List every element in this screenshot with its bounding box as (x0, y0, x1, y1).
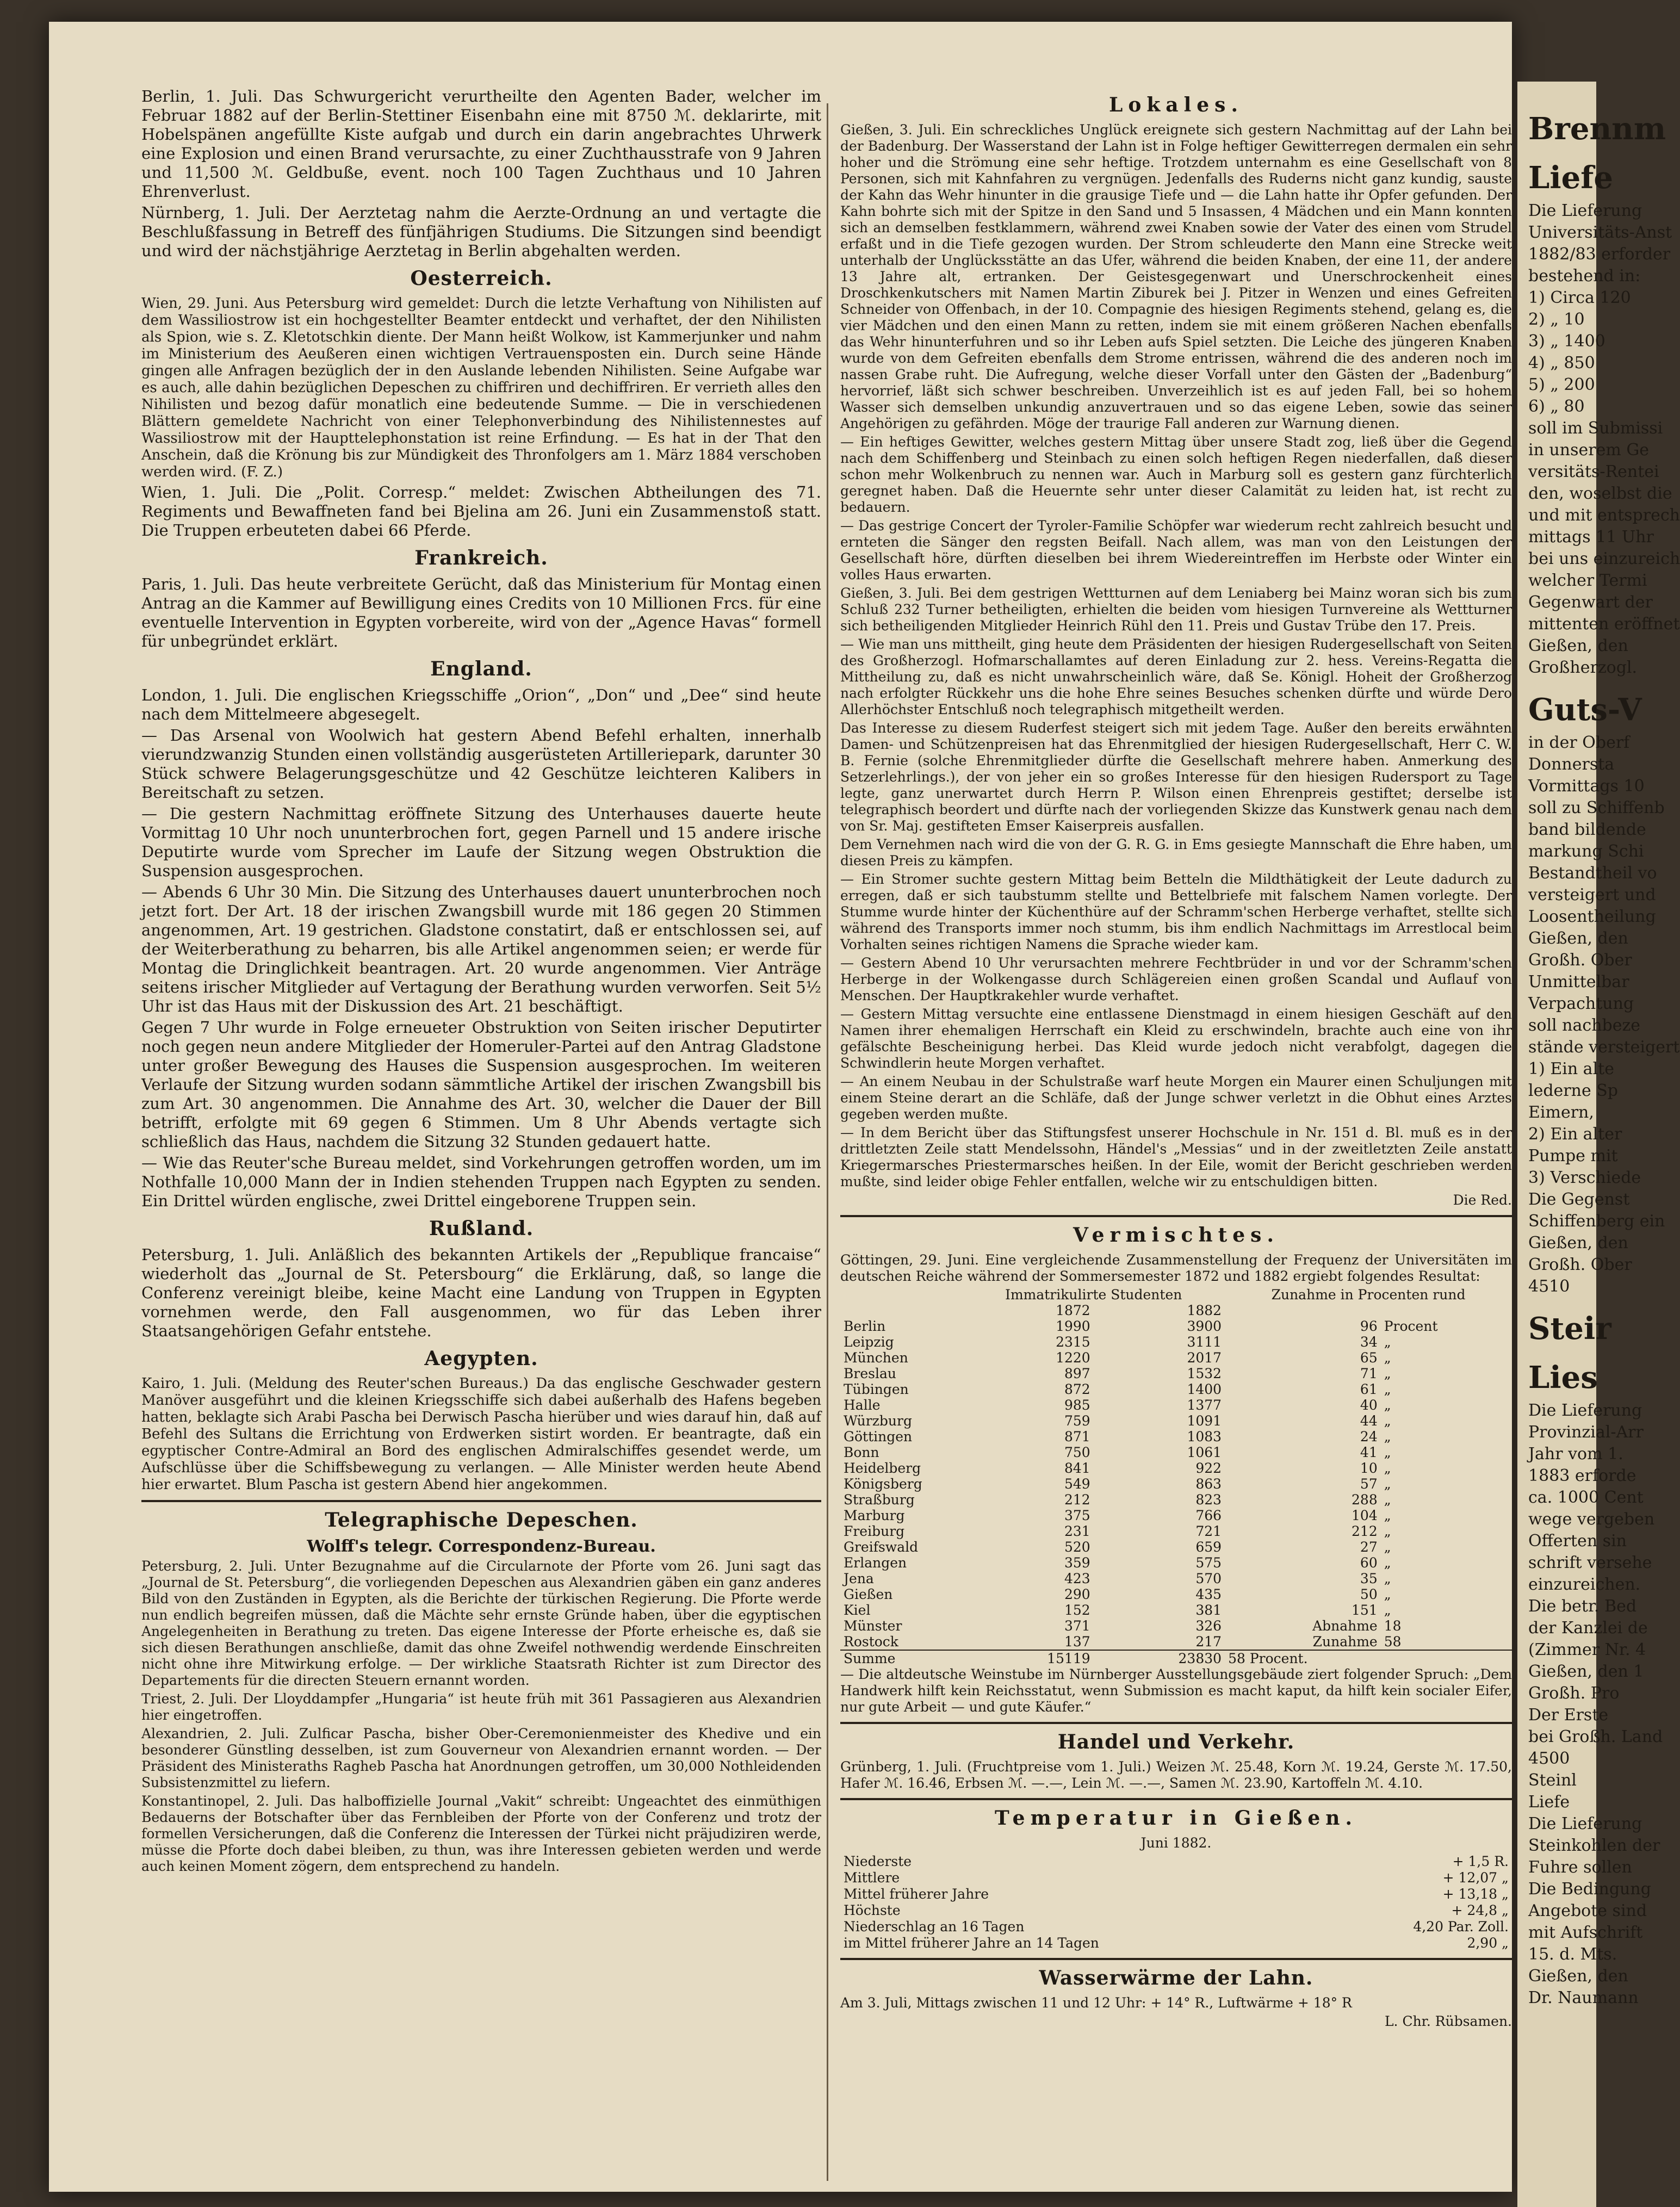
table-cell: 871 (1064, 1429, 1090, 1445)
table-cell: Gießen (844, 1586, 893, 1602)
article-petersburg: Petersburg, 1. Juli. Anläßlich des bekannten Artikels der „Republique francaise“ wiederholt das „Journal de St. Petersbourg“ die Erklärung, daß, so lange die Conferenz vereinigt bleibe, keine Macht eine Landung von Truppen in Egypten vornehmen werde, den Fall ausgenommen, wo für das Leben ihrer Staatsangehörigen Gefahr entstehe. (141, 1245, 821, 1340)
edge-line: Großh. Pro (1528, 1684, 1620, 1703)
table-row (840, 1853, 1512, 1870)
table-cell: Erlangen (844, 1555, 907, 1571)
table-cell: 375 (1064, 1508, 1090, 1523)
edge-line: Angebote sind (1528, 1901, 1647, 1920)
table-cell: 1083 (1187, 1429, 1222, 1445)
table-cell: 10 (1360, 1460, 1378, 1476)
table-row (840, 1366, 1512, 1381)
table-cell: 872 (1064, 1381, 1090, 1397)
table-cell: 1220 (1056, 1350, 1090, 1366)
table-cell: Leipzig (844, 1334, 894, 1350)
table-cell: 15119 (962, 1650, 1093, 1666)
temperature-table (840, 1853, 1512, 1951)
edge-line: Steinl (1528, 1771, 1577, 1790)
table-cell: Niederste (844, 1853, 912, 1869)
table-cell: Königsberg (844, 1476, 922, 1492)
table-cell: „ (1384, 1539, 1391, 1555)
table-cell: Heidelberg (844, 1460, 921, 1476)
article-giessen-2c: Das Interesse zu diesem Ruderfest steigert sich mit jedem Tage. Außer den bereits erwähnten Damen- und Schützenpreisen hat das Ehrenmitglied der hiesigen Rudergesellschaft, Herr C. W. B. Fernie (solche Ehrenmitglieder dürfte die Gesellschaft mehrere haben. Anmerkung des Setzerlehrlings.), der von jeher ein so großes Interesse für den hiesigen Rudersport zu Tage legte, ganz unerwartet durch Herrn P. Wilson einen Ehrenpreis gestiftet; derselbe ist telegraphisch beordert und dürfte nach der vorliegenden Skizze das Kunstwerk genau nach dem von Sr. Maj. gestifteten Emser Kaiserpreis ausfallen. (840, 720, 1512, 834)
table-row (840, 1618, 1512, 1634)
edge-line: 3) „ 1400 (1528, 332, 1605, 351)
table-row (840, 1460, 1512, 1476)
edge-line: und mit entsprech (1528, 506, 1680, 525)
table-header: 1872 (1056, 1303, 1090, 1318)
table-row (840, 1602, 1512, 1618)
edge-line: Gießen, den (1528, 929, 1628, 948)
edge-line: band bildende (1528, 820, 1646, 839)
right-column (840, 87, 1512, 2181)
table-cell: 60 (1360, 1555, 1378, 1571)
table-cell: 58 Procent. (1225, 1650, 1512, 1666)
edge-line: versitäts-Rentei (1528, 462, 1659, 481)
table-cell: 2,90 „ (1467, 1935, 1509, 1951)
edge-line: wege vergeben (1528, 1510, 1655, 1529)
edge-line: Eimern, (1528, 1103, 1594, 1122)
table-cell: Breslau (844, 1366, 896, 1381)
table-cell: 570 (1195, 1571, 1222, 1586)
table-cell: 2315 (1056, 1334, 1090, 1350)
table-cell: 759 (1064, 1413, 1090, 1429)
table-row (840, 1539, 1512, 1555)
table-cell: 61 (1360, 1381, 1378, 1397)
edge-line: Vormittags 10 (1528, 777, 1645, 796)
article-goettingen: Göttingen, 29. Juni. Eine vergleichende Zusammenstellung der Frequenz der Universitäten im deutschen Reiche während der Sommersemester 1872 und 1882 ergiebt folgendes Resultat: (840, 1252, 1512, 1284)
table-cell: 659 (1195, 1539, 1222, 1555)
article-wien-2: Wien, 1. Juli. Die „Polit. Corresp.“ meldet: Zwischen Abtheilungen des 71. Regiments und Bewaffneten fand bei Bjelina am 26. Juni ein Zusammenstoß statt. Die Truppen erbeuteten dabei 66 Pferde. (141, 483, 821, 540)
article-london-0: London, 1. Juli. Die englischen Kriegsschiffe „Orion“, „Don“ und „Dee“ sind heute nach dem Mittelmeere abgesegelt. (141, 686, 821, 723)
table-cell: „ (1384, 1413, 1391, 1429)
table-cell: Niederschlag an 16 Tagen (844, 1919, 1025, 1935)
table-cell: 371 (1064, 1618, 1090, 1634)
table-cell: 985 (1064, 1397, 1090, 1413)
editor-signature: Die Red. (1453, 1192, 1512, 1208)
edge-line: 1882/83 erforder (1528, 245, 1671, 264)
table-row (840, 1586, 1512, 1602)
edge-line: ca. 1000 Cent (1528, 1488, 1644, 1507)
table-cell: 231 (1064, 1523, 1090, 1539)
table-cell: 1532 (1187, 1366, 1222, 1381)
table-cell: 71 (1360, 1366, 1378, 1381)
edge-line: Brennm (1528, 111, 1666, 147)
table-cell: 359 (1064, 1555, 1090, 1571)
article-giessen-2g: — Gestern Mittag versuchte eine entlassene Dienstmagd in einem hiesigen Geschäft auf den Namen ihrer ehemaligen Herrschaft ein Kleid zu erschwindeln, brachte auch eine von ihr gefälschte Bescheinigung herbei. Das Kleid wurde jedoch nicht verabfolgt, dagegen die Schwindlerin heute Morgen verhaftet. (840, 1006, 1512, 1071)
edge-line: bestehend in: (1528, 266, 1641, 286)
table-row (840, 1397, 1512, 1413)
table-row (840, 1318, 1512, 1334)
article-giessen-2e: — Ein Stromer suchte gestern Mittag beim Betteln die Mildthätigkeit der Leute dadurch zu erregen, daß er sich taubstumm stellte und Bettelbriefe mit falschem Namen vorlegte. Der Stumme wurde hinter der Küchenthüre auf der Schramm'schen Herberge verhaftet, stellte sich während des Transports immer noch stumm, bis ihm endlich Nachmittags im Arrestlocal beim Vorhalten seines richtigen Namens die Sprache wieder kam. (840, 871, 1512, 952)
edge-line: bei Großh. Land (1528, 1727, 1663, 1746)
article-london-2: — Die gestern Nachmittag eröffnete Sitzung des Unterhauses dauerte heute Vormittag 10 Uhr noch ununterbrochen fort, gegen Parnell und 15 andere irische Deputirte wurde vom Sprecher im Laufe der Sitzung wegen Obstruktion die Suspension ausgesprochen. (141, 804, 821, 880)
section-subtitle-telegraph: Wolff's telegr. Correspondenz-Bureau. (307, 1537, 656, 1556)
table-cell: 137 (1064, 1634, 1090, 1650)
telegram-1: Triest, 2. Juli. Der Lloyddampfer „Hungaria“ ist heute früh mit 361 Passagieren aus Alexandrien hier eingetroffen. (141, 1691, 821, 1723)
article-giessen-2f: — Gestern Abend 10 Uhr verursachten mehrere Fechtbrüder in und vor der Schramm'schen Herberge in der Wolkengasse durch Schlägereien einen großen Scandal und Auflauf von Menschen. Der Hauptkrakehler wurde verhaftet. (840, 955, 1512, 1003)
table-cell: 575 (1195, 1555, 1222, 1571)
section-title-frankreich: Frankreich. (414, 547, 548, 569)
table-row (840, 1870, 1512, 1886)
table-cell: Zunahme (1312, 1634, 1378, 1650)
table-cell: 3111 (1187, 1334, 1222, 1350)
table-header: Immatrikulirte Studenten (1005, 1287, 1182, 1303)
divider-rule (840, 1958, 1512, 1960)
table-cell: 24 (1360, 1429, 1378, 1445)
article-gruenberg: Grünberg, 1. Juli. (Fruchtpreise vom 1. Juli.) Weizen ℳ. 25.48, Korn ℳ. 19.24, Gerste ℳ. 17.50, Hafer ℳ. 16.46, Erbsen ℳ. —.—, Lein ℳ. —.—, Samen ℳ. 23.90, Kartoffeln ℳ. 4.10. (840, 1759, 1512, 1791)
table-cell: 3900 (1187, 1318, 1222, 1334)
article-wien-1: Wien, 29. Juni. Aus Petersburg wird gemeldet: Durch die letzte Verhaftung von Nihilisten auf dem Wassiliostrow ist ein hochgestellter Beamter entdeckt und verhaftet, der den Nihilisten als Spion, wie s. Z. Kletotschkin diente. Der Mann heißt Wolkow, ist Kammerjunker und nahm im Ministerium des Aeußeren einen wichtigen Vertrauensposten ein. Durch seine Hände gingen alle Anfragen bezüglich der in den Auslande lebenden Nihilisten. Seine Aufgabe war es auch, alle dahin bezüglichen Depeschen zu chiffriren und dechiffriren. Er verrieth alles den Nihilisten und bezog dafür monatlich eine bedeutende Summe. — Die in verschiedenen Blättern gemeldete Nachricht von einer Telephonverbindung des Nihilistennestes auf Wassiliostrow mit der Haupttelephonstation ist reine Erfindung. — Es hat in der That den Anschein, daß die Krönung bis zur Mündigkeit des Thronfolgers am 1. März 1884 verschoben werden wird. (F. Z.) (141, 295, 821, 480)
table-cell: „ (1384, 1476, 1391, 1492)
table-cell: Procent (1384, 1318, 1438, 1334)
edge-line: Die Lieferung (1528, 1401, 1642, 1420)
edge-line: Die Gegenst (1528, 1190, 1630, 1209)
table-cell: 217 (1195, 1634, 1222, 1650)
article-paris: Paris, 1. Juli. Das heute verbreitete Gerücht, daß das Ministerium für Montag einen Antrag an die Kammer auf Bewilligung eines Credits von 10 Millionen Frcs. für eine eventuelle Intervention in Egypten vorbereite, wird von der „Agence Havas“ formell für unbegründet erklärt. (141, 575, 821, 650)
section-title-telegraph: Telegraphische Depeschen. (325, 1509, 638, 1532)
table-header-row (840, 1287, 1512, 1303)
table-cell: 4,20 Par. Zoll. (1413, 1919, 1509, 1935)
table-cell: Göttingen (844, 1429, 913, 1445)
table-row (840, 1445, 1512, 1460)
left-column (141, 87, 821, 2181)
table-cell: „ (1384, 1366, 1391, 1381)
table-row (840, 1492, 1512, 1508)
edge-line: bei uns einzureich (1528, 549, 1680, 568)
edge-line: Dr. Naumann (1528, 1988, 1639, 2007)
section-title-vermischtes: Vermischtes. (1073, 1224, 1279, 1247)
edge-line: markung Schi (1528, 842, 1644, 861)
table-cell: 1091 (1187, 1413, 1222, 1429)
edge-line: 2) Ein alter (1528, 1125, 1622, 1144)
table-cell: 65 (1360, 1350, 1378, 1366)
edge-line: Die Lieferung (1528, 1814, 1642, 1833)
article-london-5: — Wie das Reuter'sche Bureau meldet, sind Vorkehrungen getroffen worden, um im Nothfalle 10,000 Mann der in Indien stehenden Truppen nach Egypten zu senden. Ein Drittel würden englische, zwei Drittel eingeborene Truppen sein. (141, 1154, 821, 1210)
divider-rule (840, 1215, 1512, 1217)
edge-line: in unserem Ge (1528, 441, 1650, 460)
edge-line: 1) Circa 120 (1528, 288, 1631, 307)
edge-line: den, woselbst die (1528, 484, 1672, 503)
table-cell: 288 (1352, 1492, 1378, 1508)
section-title-wasser: Wasserwärme der Lahn. (1039, 1967, 1313, 1989)
table-cell: Mittel früherer Jahre (844, 1886, 989, 1902)
table-row (840, 1571, 1512, 1586)
table-header-row (840, 1303, 1512, 1318)
edge-line: mit Aufschrift (1528, 1923, 1643, 1942)
table-row-sum (840, 1650, 1512, 1666)
edge-line: Liefe (1528, 160, 1613, 196)
section-title-aegypten: Aegypten. (424, 1347, 538, 1370)
table-cell: 1400 (1187, 1381, 1222, 1397)
edge-line: Unmittelbar (1528, 972, 1629, 991)
edge-line: Fuhre sollen (1528, 1858, 1632, 1877)
edge-line: soll zu Schiffenb (1528, 798, 1665, 817)
article-giessen-1: Gießen, 3. Juli. Ein schreckliches Unglück ereignete sich gestern Nachmittag auf der Lahn bei der Badenburg. Der Wasserstand der Lahn ist in Folge heftiger Gewitterregen dermalen ein sehr hoher und die Strömung eine sehr heftige. Trotzdem unternahm es eine Gesellschaft von 8 Personen, sich mit Kahnfahren zu vergnügen. Jedenfalls des Ruderns nicht ganz kundig, sauste der Kahn das Wehr hinunter in die grausige Tiefe und — die Lahn hatte ihr Opfer gefunden. Der Kahn bohrte sich mit der Spitze in den Sand und 5 Insassen, 4 Mädchen und ein Mann konnten sich an demselben festklammern, während zwei Knaben sowie der Vater des einen vom Strudel erfaßt und in die Tiefe gezogen wurden. Der Strom schleuderte den Mann eine Strecke weit unterhalb der Unglücksstätte an das Ufer, während die beiden Knaben, der eine 11, der andere 13 Jahre alt, ertranken. Der Geistesgegenwart und Unerschrockenheit eines Droschkenkutschers mit Namen Martin Ziburek bei J. Pitzer in Wenzen und eines Gefreiten Schneider von Offenbach, in der 10. Compagnie des hiesigen Regiments stehend, gelang es, die vier Mädchen und den einen Mann zu retten, indem sie mit einem größeren Nachen ebenfalls das Wehr hinunterfuhren und so ihr Leben aufs Spiel setzten. Die Leiche des jüngeren Knaben wurde von dem Gefreiten ebenfalls dem Strome entrissen, während die des anderen noch im nassen Grabe ruht. Die Aufregung, welche dieser Vorfall unter den Gästen der „Badenburg“ hervorrief, läßt sich schwer beschreiben. Unverzeihlich ist es auf jeden Fall, bei so hohem Wasser sich demselben unkundig anzuvertrauen und so das eigene Leben, sowie das seiner Angehörigen zu gefährden. Möge der traurige Fall anderen zur Warnung dienen. (840, 122, 1512, 431)
table-cell: 1377 (1187, 1397, 1222, 1413)
table-cell: im Mittel früherer Jahre an 14 Tagen (844, 1935, 1099, 1951)
table-cell: „ (1384, 1381, 1391, 1397)
table-cell: „ (1384, 1571, 1391, 1586)
table-cell: 2017 (1187, 1350, 1222, 1366)
table-cell: 57 (1360, 1476, 1378, 1492)
table-cell: Abnahme (1312, 1618, 1378, 1634)
wasser-signature: L. Chr. Rübsamen. (1384, 2013, 1512, 2029)
edge-line: mittenten eröffnet (1528, 615, 1680, 634)
newspaper-page (49, 22, 1512, 2192)
table-cell: 721 (1195, 1523, 1222, 1539)
table-cell: „ (1384, 1350, 1391, 1366)
table-cell: + 24,8 „ (1451, 1902, 1509, 1918)
table-cell: 152 (1064, 1602, 1090, 1618)
table-cell: „ (1384, 1492, 1391, 1508)
table-cell: 50 (1360, 1586, 1378, 1602)
edge-line: einzureichen. (1528, 1575, 1641, 1594)
table-cell: 897 (1064, 1366, 1090, 1381)
edge-line: mittags 11 Uhr (1528, 528, 1654, 547)
adjacent-page-edge (1517, 82, 1680, 2207)
edge-line: Großherzogl. (1528, 658, 1638, 677)
edge-line: versteigert und (1528, 885, 1656, 904)
table-cell: „ (1384, 1397, 1391, 1413)
table-cell: 18 (1384, 1618, 1402, 1634)
table-cell: 23830 (1094, 1650, 1225, 1666)
table-cell: Rostock (844, 1634, 898, 1650)
table-row (840, 1350, 1512, 1366)
table-cell: Höchste (844, 1902, 901, 1918)
edge-line: schrift versehe (1528, 1553, 1652, 1572)
table-cell: Tübingen (844, 1381, 909, 1397)
article-giessen-2: Gießen, 3. Juli. Bei dem gestrigen Wettturnen auf dem Leniaberg bei Mainz woran sich bis zum Schluß 232 Turner betheiligten, erhielten die beiden vom hiesigen Turnvereine als Wettturner sich betheiligenden Mitglieder Heinrich Rühl den 11. Preis und Gustav Trübe den 17. Preis. (840, 585, 1512, 634)
table-cell: 750 (1064, 1445, 1090, 1460)
edge-line: 1883 erforde (1528, 1466, 1636, 1485)
table-cell: „ (1384, 1602, 1391, 1618)
edge-line: Großh. Ober (1528, 1255, 1632, 1274)
section-title-handel: Handel und Verkehr. (1057, 1731, 1295, 1753)
edge-line: Schiffenberg ein (1528, 1212, 1665, 1231)
table-cell: 922 (1195, 1460, 1222, 1476)
section-title-england: England. (430, 658, 532, 680)
edge-line: 4510 (1528, 1277, 1570, 1296)
article-giessen-1c: — Das gestrige Concert der Tyroler-Familie Schöpfer war wiederum recht zahlreich besucht und ernteten die Sänger den regsten Beifall. Nach allem, was man von den Leistungen der Gesellschaft höre, dürften dieselben bei ihrem Wiedereintreffen im Herbste oder Winter ein volles Haus erwarten. (840, 518, 1512, 582)
table-row (840, 1523, 1512, 1539)
edge-line: Gießen, den (1528, 636, 1628, 655)
table-cell: „ (1384, 1445, 1391, 1460)
edge-line: lederne Sp (1528, 1081, 1619, 1100)
edge-line: Guts-V (1528, 692, 1642, 728)
table-cell: Straßburg (844, 1492, 915, 1508)
article-giessen-2d: Dem Vernehmen nach wird die von der G. R. G. in Ems gesiegte Mannschaft die Ehre haben, um diesen Preis zu kämpfen. (840, 836, 1512, 869)
table-cell: 96 (1360, 1318, 1378, 1334)
table-cell: Summe (840, 1650, 962, 1666)
table-cell: 766 (1195, 1508, 1222, 1523)
edge-line: 3) Verschiede (1528, 1168, 1641, 1187)
edge-line: Die Bedingung (1528, 1880, 1651, 1899)
edge-line: 4) „ 850 (1528, 354, 1595, 373)
divider-rule (141, 1500, 821, 1502)
table-row (840, 1334, 1512, 1350)
table-cell: 381 (1195, 1602, 1222, 1618)
table-cell: + 13,18 „ (1442, 1886, 1509, 1902)
edge-line: Universitäts-Anst (1528, 223, 1672, 242)
table-header: 1882 (1187, 1303, 1222, 1318)
table-cell: 1061 (1187, 1445, 1222, 1460)
table-cell: 212 (1352, 1523, 1378, 1539)
table-cell: „ (1384, 1586, 1391, 1602)
article-berlin: Berlin, 1. Juli. Das Schwurgericht verurtheilte den Agenten Bader, welcher im Februar 1882 auf der Berlin-Stettiner Eisenbahn eine mit 8750 ℳ. deklarirte, mit Hobelspänen angefüllte Kiste aufgab und durch ein darin angebrachtes Uhrwerk eine Explosion und einen Brand verursachte, zu einer Zuchthausstrafe von 9 Jahren und 11,500 ℳ. Geldbuße, event. noch 100 Tagen Zuchthaus und 10 Jahren Ehrenverlust. (141, 87, 821, 201)
table-cell: „ (1384, 1334, 1391, 1350)
edge-line: 2) „ 10 (1528, 310, 1585, 329)
table-cell: Würzburg (844, 1413, 912, 1429)
article-spruch: — Die altdeutsche Weinstube im Nürnberger Ausstellungsgebäude ziert folgender Spruch: „Dem Handwerk hilft kein Reichsstatut, wenn Submission es macht kaput, da hilft kein socialer Eifer, nur gute Arbeit — und gute Käufer.“ (840, 1666, 1512, 1715)
table-cell: Münster (844, 1618, 902, 1634)
university-stats-table (840, 1287, 1512, 1666)
section-title-russland: Rußland. (429, 1217, 534, 1240)
table-row (840, 1508, 1512, 1523)
edge-line: Bestandtheil vo (1528, 864, 1657, 883)
table-cell: „ (1384, 1429, 1391, 1445)
edge-line: Liefe (1528, 1793, 1570, 1812)
table-cell: Marburg (844, 1508, 905, 1523)
table-cell: 35 (1360, 1571, 1378, 1586)
table-cell: 549 (1064, 1476, 1090, 1492)
edge-line: Pumpe mit (1528, 1146, 1618, 1166)
edge-line: Gießen, den (1528, 1233, 1628, 1253)
edge-line: Verpachtung (1528, 994, 1634, 1013)
table-cell: + 12,07 „ (1442, 1870, 1509, 1886)
table-cell: Mittlere (844, 1870, 900, 1886)
table-cell: 41 (1360, 1445, 1378, 1460)
table-header: Zunahme in Procenten rund (1271, 1287, 1466, 1303)
table-cell: 823 (1195, 1492, 1222, 1508)
table-cell: „ (1384, 1555, 1391, 1571)
article-london-3: — Abends 6 Uhr 30 Min. Die Sitzung des Unterhauses dauert ununterbrochen noch jetzt fort. Der Art. 18 der irischen Zwangsbill wurde mit 186 gegen 20 Stimmen angenommen, Art. 19 gestrichen. Gladstone constatirt, daß er entschlossen sei, auf der Weiterberathung zu beharren, bis alle Artikel angenommen seien; er werde für Montag die Dringlichkeit beantragen. Art. 20 wurde angenommen. Vier Anträge seitens irischer Mitglieder auf Vertagung der Berathung wurden verworfen. Seit 5½ Uhr ist das Haus mit der Diskussion des Art. 21 beschäftigt. (141, 883, 821, 1015)
article-wasser: Am 3. Juli, Mittags zwischen 11 und 12 Uhr: + 14° R., Luftwärme + 18° R (840, 1995, 1352, 2011)
table-cell: „ (1384, 1523, 1391, 1539)
table-cell: 423 (1064, 1571, 1090, 1586)
table-row (840, 1935, 1512, 1951)
edge-line: 15. d. Mts. (1528, 1945, 1617, 1964)
table-cell: 34 (1360, 1334, 1378, 1350)
edge-line: (Zimmer Nr. 4 (1528, 1640, 1646, 1659)
table-cell: 151 (1352, 1602, 1378, 1618)
table-row (840, 1381, 1512, 1397)
divider-rule (840, 1722, 1512, 1724)
section-title-oesterreich: Oesterreich. (410, 267, 553, 290)
article-london-1: — Das Arsenal von Woolwich hat gestern Abend Befehl erhalten, innerhalb vierundzwanzig Stunden einen vollständig ausgerüsteten Artilleriepark, darunter 30 Stück schwere Belagerungsgeschütze und 42 Geschütze leichteren Kalibers in Bereitschaft zu setzen. (141, 726, 821, 802)
edge-line: Offerten sin (1528, 1532, 1627, 1551)
table-row (840, 1902, 1512, 1919)
table-cell: 290 (1064, 1586, 1090, 1602)
temperature-month: Juni 1882. (1140, 1835, 1212, 1851)
stats-body (840, 1318, 1512, 1650)
edge-line: Gießen, den 1 (1528, 1662, 1644, 1681)
table-cell: Berlin (844, 1318, 886, 1334)
table-row (840, 1919, 1512, 1935)
table-row (840, 1634, 1512, 1650)
edge-line: 1) Ein alte (1528, 1059, 1614, 1078)
table-cell: 326 (1195, 1618, 1222, 1634)
table-cell: Bonn (844, 1445, 879, 1460)
article-giessen-2b: — Wie man uns mittheilt, ging heute dem Präsidenten der hiesigen Rudergesellschaft von Seiten des Großherzogl. Hofmarschallamtes auf deren Einladung zur 2. hess. Vereins-Regatta die Mittheilung zu, daß es nicht unwahrscheinlich wäre, daß Se. Königl. Hoheit der Großherzog nach erfolgter Rückkehr uns die hohe Ehre seines Besuches schenken dürfte und würde Dero Allerhöchster Entschluß noch telegraphisch mitgetheilt werden. (840, 636, 1512, 717)
edge-line: Großh. Ober (1528, 951, 1632, 970)
table-cell: + 1,5 R. (1452, 1853, 1509, 1869)
article-nuernberg: Nürnberg, 1. Juli. Der Aerztetag nahm die Aerzte-Ordnung an und vertagte die Beschlußfassung in Betreff des fünfjährigen Studiums. Die Sitzungen sind beendigt und wird der nächstjährige Aerztetag in Berlin abgehalten werden. (141, 203, 821, 260)
table-cell: 58 (1384, 1634, 1402, 1650)
table-cell: 27 (1360, 1539, 1378, 1555)
table-cell: „ (1384, 1508, 1391, 1523)
table-cell: 40 (1360, 1397, 1378, 1413)
table-cell: 841 (1064, 1460, 1090, 1476)
article-giessen-1b: — Ein heftiges Gewitter, welches gestern Mittag über unsere Stadt zog, ließ über die Gegend nach dem Schiffenberg und Steinbach zu einen solch heftigen Regen niederfallen, daß dieser schon mehr Wolkenbruch zu nennen war. Auch in Marburg soll es gestern ganz fürchterlich geregnet haben. Daß die Heuernte sehr unter dieser Calamität zu leiden hat, ist recht zu bedauern. (840, 434, 1512, 515)
table-row (840, 1555, 1512, 1571)
edge-line: Jahr vom 1. (1528, 1445, 1623, 1464)
edge-line: Loosentheilung (1528, 907, 1656, 926)
article-kairo: Kairo, 1. Juli. (Meldung des Reuter'schen Bureaus.) Da das englische Geschwader gestern Manöver ausgeführt und die kleinen Kriegsschiffe sich dabei außerhalb des Hafens begeben hatten, beklagte sich Arabi Pascha bei Derwisch Pascha hierüber und wies darauf hin, daß auf Befehl des Sultans die Errichtung von Erdwerken sistirt worden. Er beantragte, daß ein egyptischer Contre-Admiral an Bord des englischen Admiralschiffes gesendet werde, um Aufschlüsse über die Schiffsbewegung zu verlangen. — Alle Minister werden heute Abend hier erwartet. Blum Pascha ist gestern Abend hier angekommen. (141, 1375, 821, 1493)
edge-line: Gießen, den (1528, 1967, 1628, 1986)
section-title-temperatur: Temperatur in Gießen. (995, 1807, 1357, 1830)
telegram-3: Konstantinopel, 2. Juli. Das halboffizielle Journal „Vakit“ schreibt: Ungeachtet des einmüthigen Bedauerns der Botschafter über das Fernbleiben der Pforte von der Conferenz und trotz der formellen Versicherungen, daß die Conferenz die Interessen der Türkei nicht präjudiziren werde, müsse die Pforte doch dabei bleiben, zu thun, was ihre Interessen gebieten werden und werde auch keinen Moment zögern, dem entsprechend zu handeln. (141, 1793, 821, 1874)
edge-line: Die betr. Bed (1528, 1597, 1637, 1616)
edge-line: soll nachbeze (1528, 1016, 1641, 1035)
edge-line: Donnersta (1528, 755, 1615, 774)
table-cell: Kiel (844, 1602, 871, 1618)
article-london-4: Gegen 7 Uhr wurde in Folge erneueter Obstruktion von Seiten irischer Deputirter noch gegen neun andere Mitglieder der Homeruler-Partei auf den Antrag Gladstone unter großer Bewegung des Hauses die Suspension ausgesprochen. Im weiteren Verlaufe der Sitzung wurden sodann sämmtliche Artikel der irischen Zwangsbill bis zum Art. 30 angenommen. Die Annahme des Art. 30, welcher die Dauer der Bill betrifft, erfolgte mit 69 gegen 6 Stimmen. Um 8 Uhr Abends vertagte sich schließlich das Haus, nachdem die Sitzung 32 Stunden gedauert hatte. (141, 1018, 821, 1151)
article-giessen-2h: — An einem Neubau in der Schulstraße warf heute Morgen ein Maurer einen Schuljungen mit einem Steine derart an die Schläfe, daß der Junge schwer verletzt in die Obhut eines Arztes gegeben werden mußte. (840, 1074, 1512, 1122)
adjacent-page-text (1528, 111, 1680, 2009)
column-divider (827, 103, 828, 2181)
edge-line: 6) „ 80 (1528, 397, 1585, 416)
table-row (840, 1429, 1512, 1445)
edge-line: Steir (1528, 1311, 1611, 1347)
edge-line: Die Lieferung (1528, 201, 1642, 220)
article-giessen-2i: — In dem Bericht über das Stiftungsfest unserer Hochschule in Nr. 151 d. Bl. muß es in der drittletzten Zeile statt Mendelssohn, Händel's „Messias“ und in der zweitletzten Zeile anstatt Kriegermarsches Priestermarsches heißen. In der Eile, womit der Bericht geschrieben werden mußte, sind leider obige Fehler entfallen, welche wir zu entschuldigen bitten. (840, 1125, 1512, 1189)
telegram-2: Alexandrien, 2. Juli. Zulficar Pascha, bisher Ober-Ceremonienmeister des Khedive und ein besonderer Günstling desselben, ist zum Gouverneur von Alexandrien ernannt worden. — Der Präsident des Ministeraths Ragheb Pascha hat Anordnungen getroffen, um 30,000 Nothleidenden Subsistenzmittel zu liefern. (141, 1726, 821, 1790)
table-cell: 1990 (1056, 1318, 1090, 1334)
edge-line: Provinzial-Arr (1528, 1423, 1644, 1442)
edge-line: Gegenwart der (1528, 593, 1653, 612)
edge-line: stände versteigert (1528, 1038, 1680, 1057)
table-cell: 435 (1195, 1586, 1222, 1602)
table-cell: 212 (1064, 1492, 1090, 1508)
table-cell: 863 (1195, 1476, 1222, 1492)
edge-line: in der Oberf (1528, 733, 1630, 752)
edge-line: soll im Submissi (1528, 419, 1663, 438)
table-cell: Halle (844, 1397, 881, 1413)
edge-line: Lies (1528, 1360, 1598, 1396)
edge-line: der Kanzlei de (1528, 1619, 1648, 1638)
table-cell: München (844, 1350, 908, 1366)
telegram-0: Petersburg, 2. Juli. Unter Bezugnahme auf die Circularnote der Pforte vom 26. Juni sagt das „Journal de St. Petersburg“, die vorliegenden Depeschen aus Alexandrien gäben ein ganz anderes Bild von den Zuständen in Egypten, als die Berichte der türkischen Regierung. Die Pforte werde nun endlich begreifen müssen, daß die Mächte sehr ernste Gründe haben, über die egyptischen Angelegenheiten in Berathung zu treten. Das eigene Interesse der Pforte erheische es, daß sie sich diesen Berathungen anschließe, damit das ohne Zweifel nothwendig werdende Einschreiten nicht ohne ihre Mitwirkung erfolge. — Der wirkliche Staatsrath Richter ist zum Director des Departements für die directen Steuern ernannt worden. (141, 1558, 821, 1688)
table-cell: Greifswald (844, 1539, 919, 1555)
table-cell: Jena (844, 1571, 874, 1586)
table-cell: „ (1384, 1460, 1391, 1476)
edge-line: Der Erste (1528, 1706, 1609, 1725)
table-row (840, 1413, 1512, 1429)
edge-line: Steinkohlen der (1528, 1836, 1660, 1855)
table-cell: 44 (1360, 1413, 1378, 1429)
edge-line: welcher Termi (1528, 571, 1647, 590)
table-cell: 104 (1352, 1508, 1378, 1523)
edge-line: 4500 (1528, 1749, 1570, 1768)
edge-line: 5) „ 200 (1528, 375, 1595, 394)
table-row (840, 1476, 1512, 1492)
divider-rule (840, 1798, 1512, 1800)
table-row (840, 1886, 1512, 1902)
section-title-lokales: Lokales. (1109, 94, 1243, 116)
table-cell: 520 (1064, 1539, 1090, 1555)
table-cell: Freiburg (844, 1523, 905, 1539)
